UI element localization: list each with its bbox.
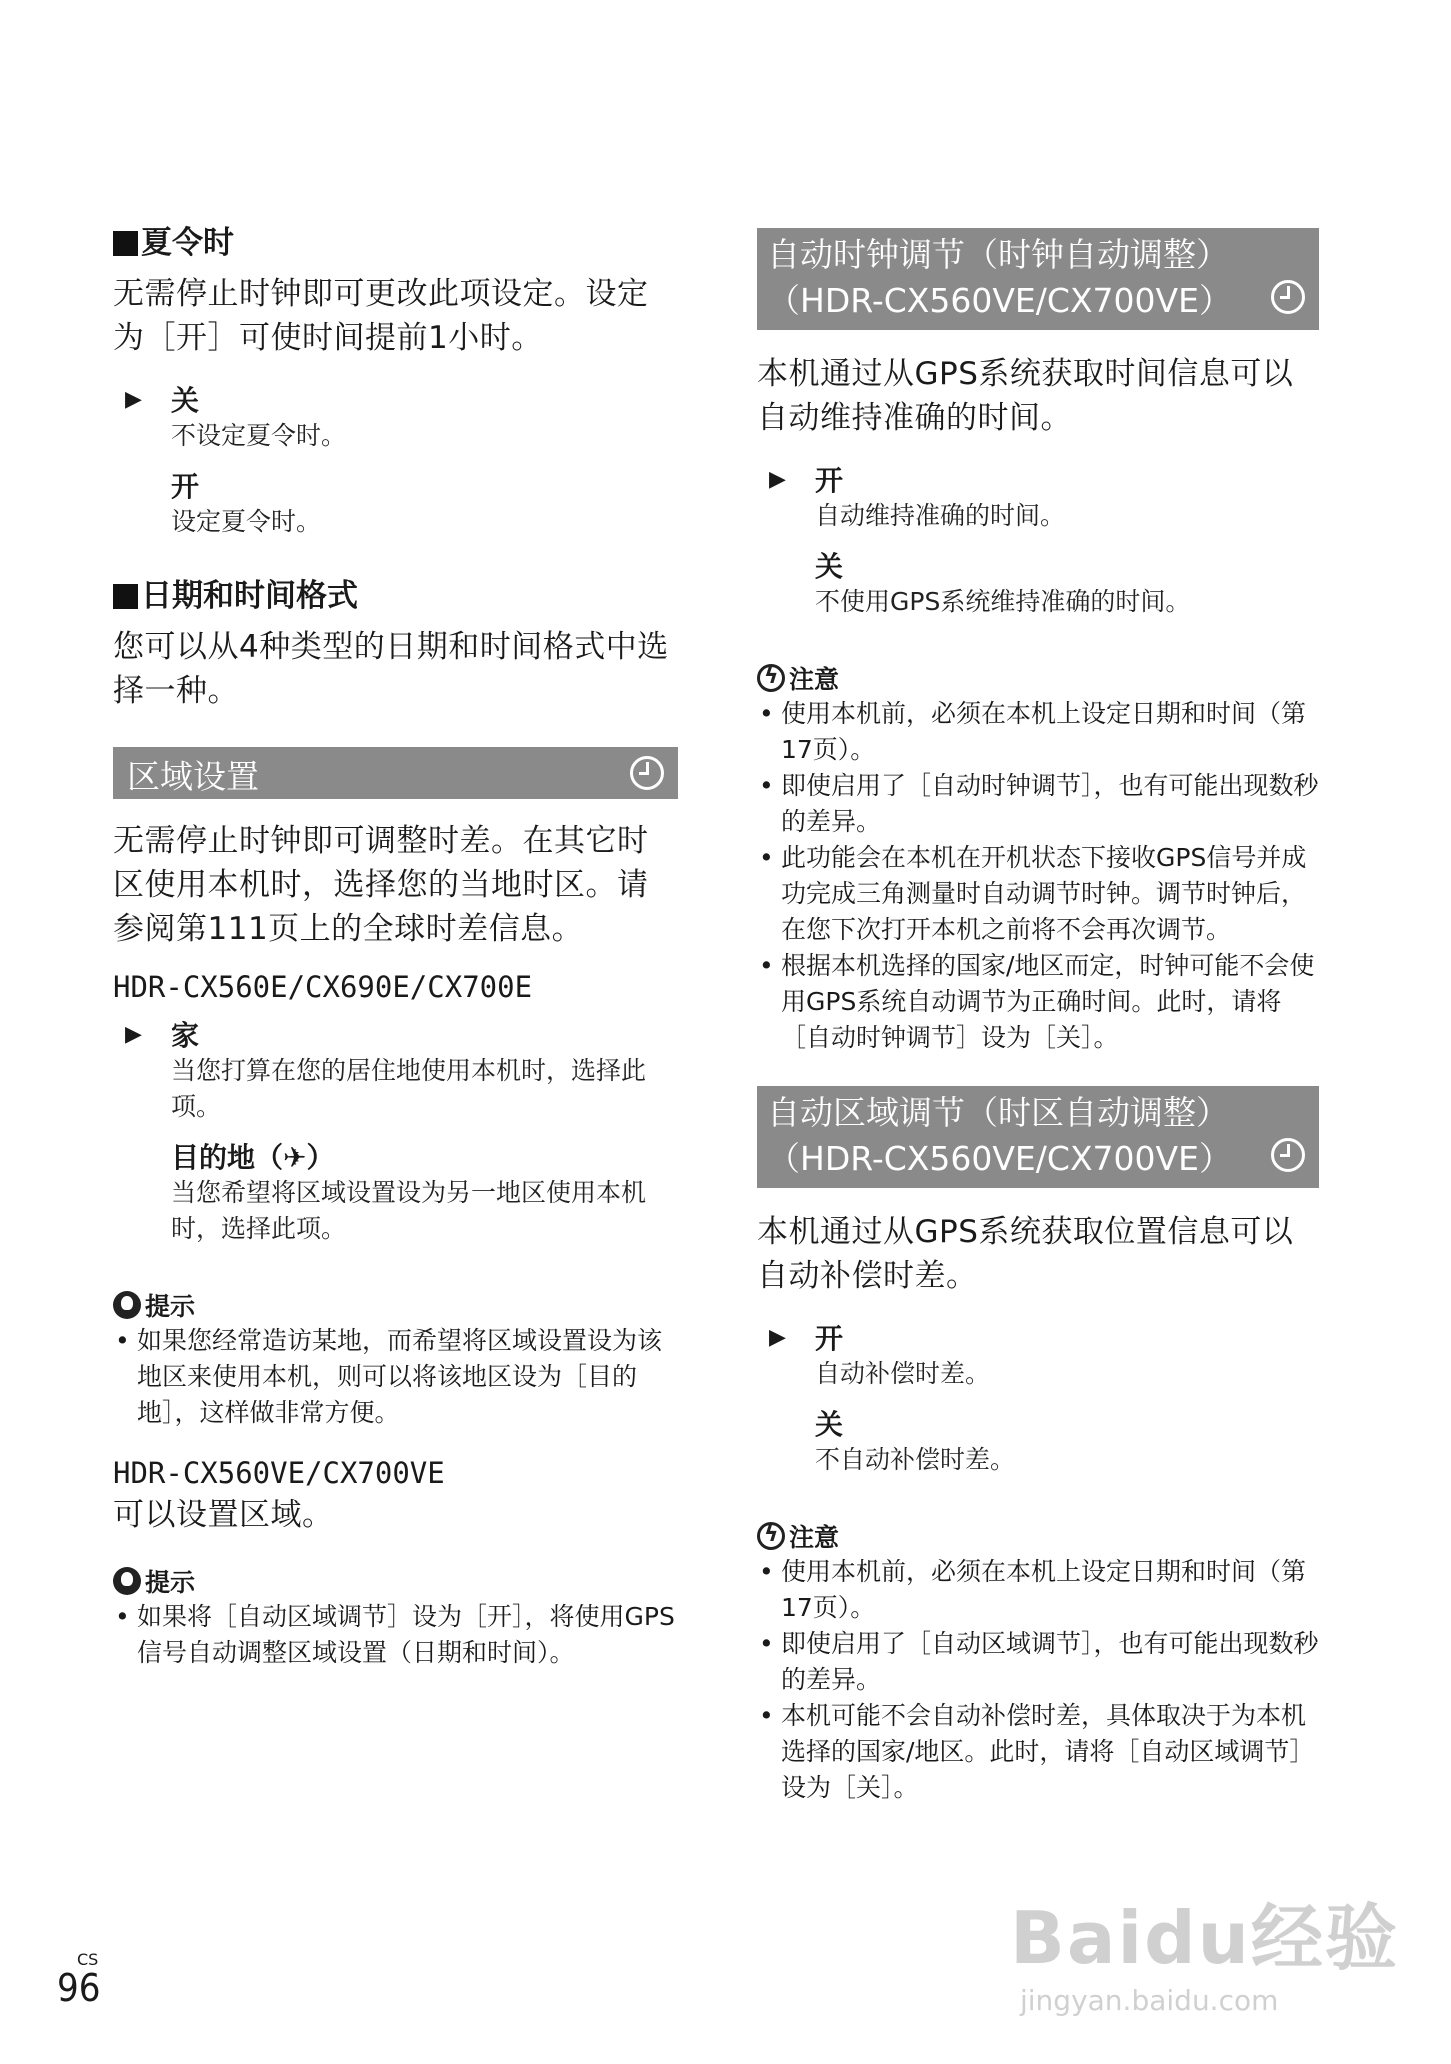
list-item: • 此功能会在本机在开机状态下接收GPS信号并成功完成三角测量时自动调节时钟。调节时钟后，在您下次打开本机之前将不会再次调节。 [757, 840, 1319, 948]
option-desc: 设定夏令时。 [171, 507, 322, 537]
list-item: • 即使启用了［自动区域调节］，也有可能出现数秒的差异。 [757, 1626, 1319, 1698]
area-setting-bar [113, 747, 678, 799]
page-number-value: 96 [57, 1966, 101, 2010]
square-bullet-icon [113, 231, 138, 256]
date-format-section [113, 578, 678, 713]
dst-heading-text: 夏令时 [141, 225, 234, 261]
caution-icon [757, 1522, 785, 1550]
auto-area-description: 本机通过从GPS系统获取位置信息可以自动补偿时差。 [757, 1214, 1294, 1294]
auto-clock-section [757, 228, 1319, 1056]
option-name: 开 [815, 1322, 844, 1355]
option-name: 目的地（✈） [171, 1141, 335, 1175]
default-marker-icon: ▶ [125, 1022, 142, 1048]
list-item: • 根据本机选择的国家/地区而定，时钟可能不会使用GPS系统自动调节为正确时间。此时，请将［自动时钟调节］设为［关］。 [757, 948, 1319, 1056]
area-setting-description: 无需停止时钟即可调整时差。在其它时区使用本机时，选择您的当地时区。请参阅第111页上的全球时差信息。 [113, 823, 649, 948]
note-list-2 [757, 1554, 1319, 1806]
auto-area-option-off [757, 1408, 1319, 1478]
note-label: 注意 [789, 665, 840, 694]
area-setting-title: 区域设置 [127, 757, 259, 797]
area-setting-section [113, 747, 678, 1671]
note-label: 注意 [789, 1523, 840, 1552]
clock-icon [1271, 280, 1305, 314]
list-item: • 本机可能不会自动补偿时差，具体取决于为本机选择的国家/地区。此时，请将［自动区域调节］设为［关］。 [757, 1698, 1319, 1806]
auto-clock-title: 自动时钟调节（时钟自动调整）（HDR-CX560VE/CX700VE） [767, 235, 1232, 320]
option-name: 家 [171, 1019, 200, 1053]
option-desc: 自动补偿时差。 [815, 1359, 991, 1388]
lightbulb-icon [113, 1291, 141, 1319]
auto-area-title: 自动区域调节（时区自动调整）（HDR-CX560VE/CX700VE） [767, 1093, 1232, 1178]
option-desc: 当您希望将区域设置设为另一地区使用本机时，选择此项。 [171, 1178, 647, 1244]
option-desc: 自动维持准确的时间。 [815, 501, 1066, 530]
auto-clock-option-off [757, 550, 1319, 620]
tip-list-1 [113, 1323, 678, 1431]
clock-icon [630, 756, 664, 790]
list-item: • 即使启用了［自动时钟调节］，也有可能出现数秒的差异。 [757, 768, 1319, 840]
lightbulb-icon [113, 1567, 141, 1595]
option-name: 关 [815, 1408, 844, 1441]
list-item: • 使用本机前，必须在本机上设定日期和时间（第17页）。 [757, 1554, 1319, 1626]
default-marker-icon: ▶ [125, 387, 142, 413]
option-name: 关 [815, 550, 844, 583]
tip-list-2 [113, 1599, 678, 1671]
area-option-home [113, 1019, 678, 1125]
auto-area-bar [757, 1086, 1319, 1188]
auto-clock-bar [757, 228, 1319, 330]
tip-heading-1 [113, 1287, 678, 1323]
date-format-heading-text: 日期和时间格式 [141, 578, 358, 615]
option-desc: 当您打算在您的居住地使用本机时，选择此项。 [171, 1056, 647, 1122]
option-desc: 不自动补偿时差。 [815, 1445, 1016, 1474]
list-item: • 如果将［自动区域调节］设为［开］，将使用GPS信号自动调整区域设置（日期和时间）。 [113, 1599, 678, 1671]
auto-clock-option-on [757, 464, 1319, 534]
note-heading-1 [757, 660, 1319, 696]
list-item: • 如果您经常造访某地，而希望将区域设置设为该地区来使用本机，则可以将该地区设为［目的地］，这样做非常方便。 [113, 1323, 678, 1431]
page-number [57, 1950, 101, 2010]
language-code: CS [77, 1950, 99, 1969]
model-label-a: HDR-CX560E/CX690E/CX700E [113, 970, 533, 1005]
caution-icon [757, 664, 785, 692]
dst-option-off [113, 384, 678, 454]
watermark-url: jingyan.baidu.com [1020, 1984, 1279, 2017]
default-marker-icon: ▶ [769, 1325, 786, 1350]
note-list-1 [757, 696, 1319, 1056]
option-name: 关 [171, 384, 200, 418]
right-column [757, 228, 1319, 1806]
model-label-b: HDR-CX560VE/CX700VE [113, 1456, 445, 1491]
date-format-description: 您可以从4种类型的日期和时间格式中选择一种。 [113, 629, 669, 710]
clock-icon [1271, 1138, 1305, 1172]
square-bullet-icon [113, 584, 138, 609]
auto-area-option-on [757, 1322, 1319, 1392]
date-format-heading [113, 578, 678, 615]
tip-label: 提示 [145, 1292, 196, 1322]
area-option-destination [113, 1141, 678, 1247]
dst-heading [113, 225, 678, 262]
tip-heading-2 [113, 1563, 678, 1599]
option-desc: 不使用GPS系统维持准确的时间。 [815, 587, 1191, 616]
left-column [113, 225, 678, 1671]
option-name: 开 [815, 464, 844, 497]
model-b-description: 可以设置区域。 [113, 1497, 334, 1534]
auto-area-section [757, 1086, 1319, 1806]
dst-description: 无需停止时钟即可更改此项设定。设定为［开］可使时间提前1小时。 [113, 276, 649, 357]
note-heading-2 [757, 1518, 1319, 1554]
watermark-logo: Baidu经验 [1010, 1896, 1399, 1980]
option-desc: 不设定夏令时。 [171, 421, 347, 451]
dst-section [113, 225, 678, 540]
option-name: 开 [171, 470, 200, 504]
watermark [1010, 1880, 1399, 2017]
tip-label: 提示 [145, 1568, 196, 1598]
dst-option-on [113, 470, 678, 540]
list-item: • 使用本机前，必须在本机上设定日期和时间（第17页）。 [757, 696, 1319, 768]
default-marker-icon: ▶ [769, 467, 786, 492]
auto-clock-description: 本机通过从GPS系统获取时间信息可以自动维持准确的时间。 [757, 356, 1294, 436]
